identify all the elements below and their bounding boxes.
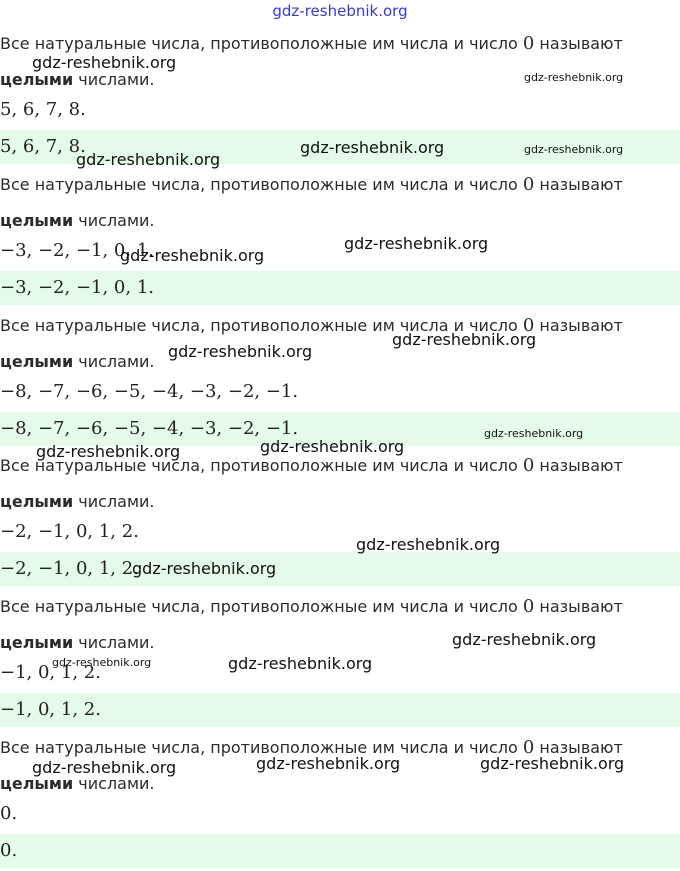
answer-text: −2, −1, 0, 1, 2. (0, 521, 139, 542)
bold-term: целыми (0, 211, 74, 230)
watermark-text: gdz-reshebnik.org (256, 754, 401, 773)
watermark-text: gdz-reshebnik.org (132, 559, 277, 578)
rule-line-2: целыми числами. (0, 492, 155, 511)
rule-line-1: Все натуральные числа, противоположные им числа и число 0 называют (0, 174, 623, 195)
rule-line-2: целыми числами. (0, 633, 155, 652)
watermark-text: gdz-reshebnik.org (300, 138, 445, 157)
watermark-text: gdz-reshebnik.org (524, 71, 624, 84)
watermark-text: gdz-reshebnik.org (524, 143, 624, 156)
watermark-text: gdz-reshebnik.org (480, 754, 625, 773)
answer-highlight: 0. (0, 834, 680, 868)
answer-highlight: −1, 0, 1, 2. (0, 693, 680, 727)
answer-text: −8, −7, −6, −5, −4, −3, −2, −1. (0, 381, 299, 402)
answer-text: −3, −2, −1, 0, 1. (0, 240, 155, 261)
answer-highlight: −8, −7, −6, −5, −4, −3, −2, −1. (0, 412, 680, 446)
rule-line-2: целыми числами. (0, 211, 155, 230)
answer-text: 5, 6, 7, 8. (0, 99, 86, 120)
bold-term: целыми (0, 492, 74, 511)
bold-term: целыми (0, 70, 74, 89)
watermark-text: gdz-reshebnik.org (32, 53, 177, 72)
watermark-text: gdz-reshebnik.org (356, 535, 501, 554)
rule-line-1: Все натуральные числа, противоположные им числа и число 0 называют (0, 455, 623, 476)
watermark-text: gdz-reshebnik.org (36, 442, 181, 461)
rule-line-2: целыми числами. (0, 352, 155, 371)
answer-highlight: −2, −1, 0, 1, 2. (0, 552, 680, 586)
rule-line-2: целыми числами. (0, 774, 155, 793)
rule-line-1: Все натуральные числа, противоположные им числа и число 0 называют (0, 315, 623, 336)
watermark-text: gdz-reshebnik.org (228, 654, 373, 673)
site-header-link[interactable]: gdz-reshebnik.org (272, 2, 408, 20)
watermark-text: gdz-reshebnik.org (484, 427, 584, 440)
bold-term: целыми (0, 633, 74, 652)
answer-text: −1, 0, 1, 2. (0, 662, 101, 683)
rule-line-1: Все натуральные числа, противоположные им числа и число 0 называют (0, 737, 623, 758)
answer-text: 0. (0, 803, 18, 824)
watermark-text: gdz-reshebnik.org (392, 330, 537, 349)
watermark-text: gdz-reshebnik.org (168, 342, 313, 361)
answer-highlight: −3, −2, −1, 0, 1. (0, 271, 680, 305)
bold-term: целыми (0, 774, 74, 793)
bold-term: целыми (0, 352, 74, 371)
watermark-text: gdz-reshebnik.org (120, 246, 265, 265)
rule-line-1: Все натуральные числа, противоположные им числа и число 0 называют (0, 596, 623, 617)
rule-line-1: Все натуральные числа, противоположные им числа и число 0 называют (0, 33, 623, 54)
watermark-text: gdz-reshebnik.org (260, 437, 405, 456)
watermark-text: gdz-reshebnik.org (32, 758, 177, 777)
watermark-text: gdz-reshebnik.org (52, 656, 152, 669)
watermark-text: gdz-reshebnik.org (452, 630, 597, 649)
answer-highlight: 5, 6, 7, 8. (0, 130, 680, 164)
rule-line-2: целыми числами. (0, 70, 155, 89)
watermark-text: gdz-reshebnik.org (344, 234, 489, 253)
watermark-text: gdz-reshebnik.org (76, 150, 221, 169)
